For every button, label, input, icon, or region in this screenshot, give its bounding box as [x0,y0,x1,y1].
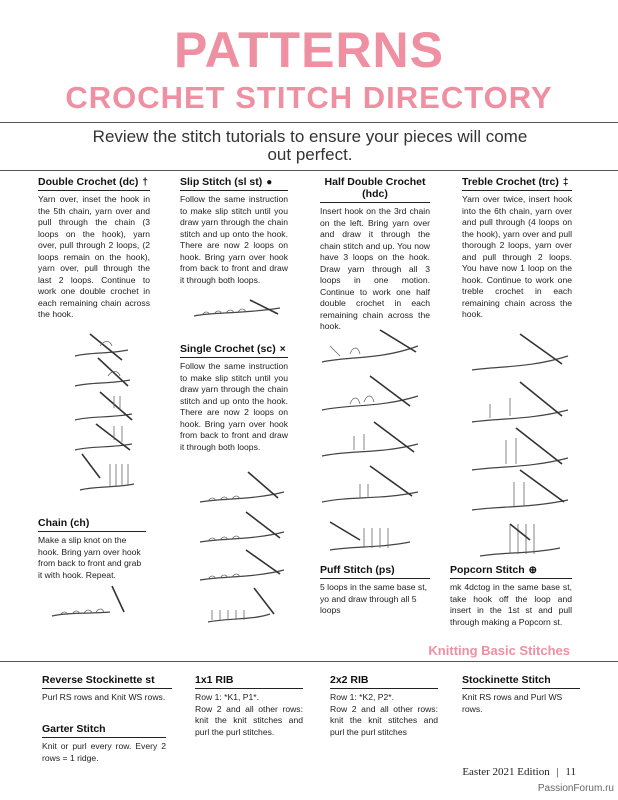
hdc-step-5 [330,522,410,550]
puff-section [320,564,430,617]
reverse-section [42,674,172,704]
trc-underline [462,190,572,191]
dc-step-1 [75,334,128,360]
hdc-underline [320,202,430,203]
intro-divider [0,170,618,171]
sl-text: Follow the same instruction to make slip stitch until you draw yarn through the chain stitch and up onto the hook. There are now 2 loops on hook. Bring yarn over hook from back to front and draw it through both loops. [180,194,288,285]
sc-step-4 [208,588,274,622]
trc-text: Yarn over twice, insert hook into the 6th chain, yarn over and pull through (4 loops on the hook), yarn over and pull thorough 2 loops, yarn over and pull through 2 loops. You have now 1 loop on the hook. Continue to work one treble crochet in each remaining chain across the hook. [462,194,572,319]
sl-section [180,176,288,286]
rib11-row1: Row 1: *K1, P1*. [195,692,260,702]
sc-underline [180,357,288,358]
rib11-row2: Row 2 and all other rows: knit the knit stitches and purl the purl stitches. [195,703,303,737]
rib11-underline [195,688,303,689]
page-number: 11 [565,766,576,778]
knitting-title: Knitting Basic Stitches [428,643,570,658]
hdc-step-4 [322,466,418,502]
trc-step-5 [480,524,560,556]
hdc-heading: Half Double Crochet (hdc) [324,176,426,200]
dc-step-3 [75,392,132,420]
popcorn-underline [450,578,572,579]
ch-text: Make a slip knot on the hook. Bring yarn over hook from back to front and grab it with hook. Repeat. [38,535,142,580]
hdc-illustration [320,326,420,556]
dc-step-4 [75,424,132,450]
footer-separator: | [556,766,559,778]
sc-step-3 [200,550,284,580]
sc-heading: Single Crochet (sc) × [180,343,286,355]
sc-text: Follow the same instruction to make slip stitch until you draw yarn through the chain stitch and up onto the hook. There are now 2 loops on hook. Bring yarn over hook from back to front and draw it through both loops. [180,361,288,452]
puff-underline [320,578,430,579]
dc-text: Yarn over, inset the hook in the 5th chain, yarn over and pull through the chain (3 loops on the hook), yarn over, pull through 2 loops, (2 loops remain on the hook), yarn over, pull through the last 2 loops. Continue to work one double crochet in each remaining chain across the hook. [38,194,150,319]
stock-section [462,674,580,715]
watermark: PassionForum.ru [537,783,614,794]
rib22-section [330,674,438,738]
stock-heading: Stockinette Stitch [462,674,551,686]
rib11-heading: 1x1 RIB [195,674,234,686]
puff-heading: Puff Stitch (ps) [320,564,395,576]
header-divider [0,122,618,123]
popcorn-text: mk 4dctog in the same base st, take hook off the loop and insert in the 1st st and pull through making a Popcorn st. [450,582,572,627]
ch-section [38,517,146,581]
garter-section [42,723,166,764]
trc-step-3 [472,428,568,470]
knitting-divider [0,661,618,662]
garter-heading: Garter Stitch [42,723,106,735]
sl-heading: Slip Stitch (sl st) ● [180,176,273,188]
trc-symbol: ‡ [562,177,569,188]
sl-symbol: ● [266,177,273,188]
dc-step-5 [80,454,134,490]
dc-heading: Double Crochet (dc) † [38,176,148,188]
popcorn-heading: Popcorn Stitch ⊕ [450,564,538,576]
sc-symbol: × [279,344,286,355]
hdc-step-2 [322,376,418,410]
edition-label: Easter 2021 Edition [462,766,550,778]
puff-text: 5 loops in the same base st, yo and draw through all 5 loops [320,582,428,615]
stock-underline [462,688,580,689]
page-footer [462,766,576,778]
hdc-step-1 [322,330,418,362]
garter-text: Knit or purl every row. Every 2 rows = 1 ridge. [42,741,166,763]
rib22-underline [330,688,438,689]
rib22-row1: Row 1: *K2, P2*. [330,692,395,702]
rib22-row2: Row 2 and all other rows: knit the knit stitches and purl the purl stitches [330,703,438,737]
trc-heading: Treble Crochet (trc) ‡ [462,176,569,188]
dc-underline [38,190,150,191]
ch-heading: Chain (ch) [38,517,90,529]
rib22-heading: 2x2 RIB [330,674,369,686]
rib11-section [195,674,303,738]
trc-step-4 [472,470,568,510]
sc-step-2 [200,512,284,542]
intro-text: Review the stitch tutorials to ensure your pieces will come out perfect. [92,127,528,164]
dc-illustration [70,328,150,498]
ch-underline [38,531,146,532]
sl-underline [180,190,288,191]
dc-symbol: † [142,177,148,188]
hdc-text: Insert hook on the 3rd chain on the left. Bring yarn over and draw it through the chain stitch and up. You now have 3 loops on the hook. Draw yarn through all 3 loops in one motion. Continue to work one half double crochet in each remaining chain across the hook. [320,206,430,331]
garter-underline [42,737,166,738]
sc-step-1 [200,472,284,502]
reverse-text: Purl RS rows and Knit WS rows. [42,692,166,702]
sc-section [180,343,288,453]
popcorn-section [450,564,572,628]
stock-text: Knit RS rows and Purl WS rows. [462,692,563,714]
page-title: PATTERNS [173,22,445,78]
dc-section [38,176,150,321]
reverse-underline [42,688,172,689]
trc-step-1 [472,334,568,370]
dc-step-2 [75,358,130,386]
sl-illustration [192,296,282,326]
trc-step-2 [472,382,568,422]
reverse-heading: Reverse Stockinette st [42,674,155,686]
sc-illustration [198,462,288,632]
page-subtitle: CROCHET STITCH DIRECTORY [65,80,553,115]
hdc-step-3 [322,422,418,456]
hdc-section [320,176,430,333]
trc-section [462,176,572,321]
popcorn-symbol: ⊕ [528,565,538,576]
ch-illustration [50,582,150,622]
trc-illustration [470,330,570,560]
